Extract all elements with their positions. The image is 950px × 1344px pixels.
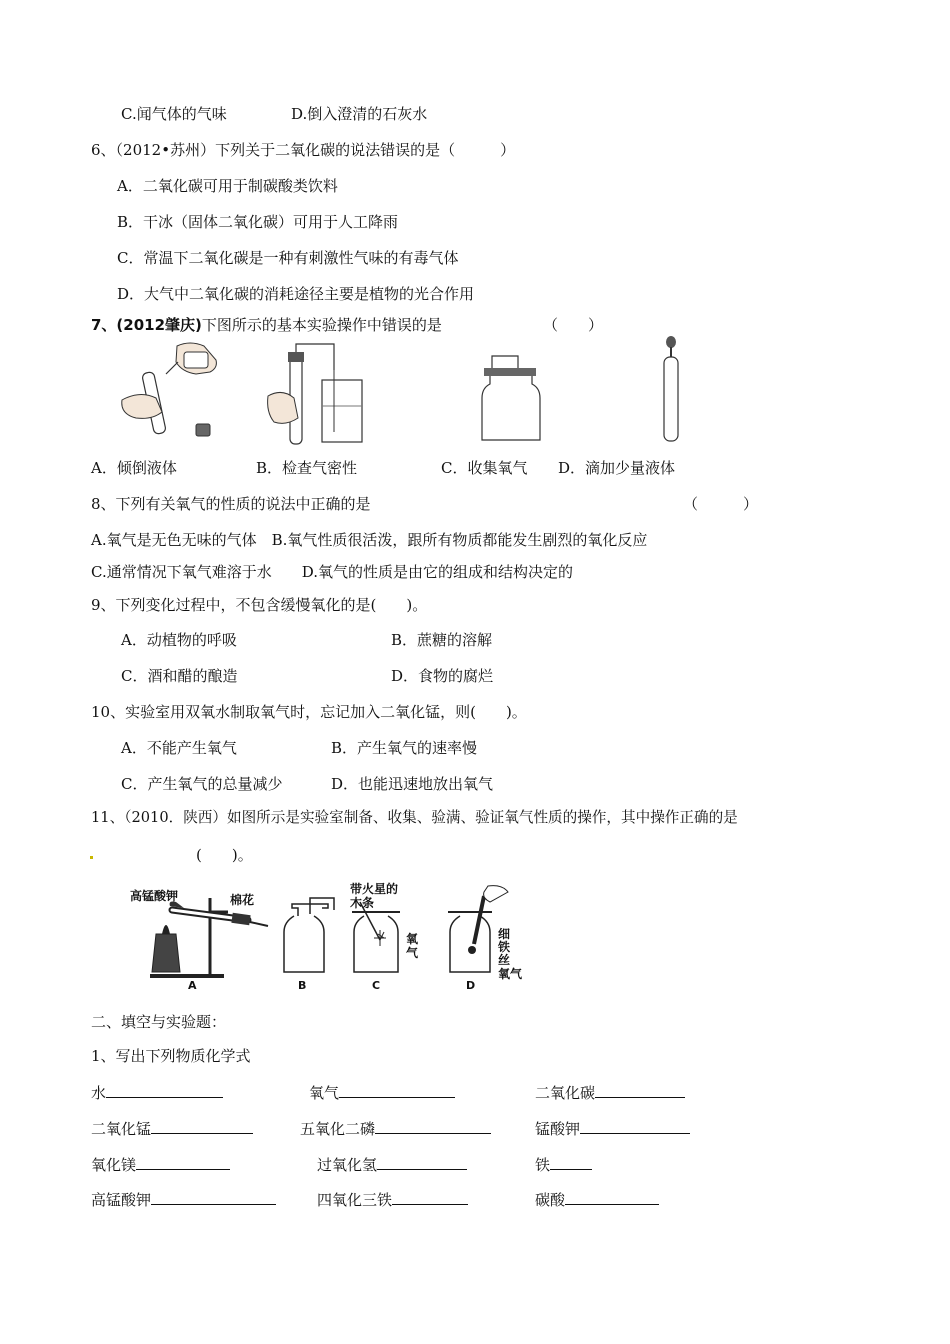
formula-item: 五氧化二磷 [300,1119,491,1139]
formula-item: 二氧化碳 [535,1083,685,1103]
formula-item: 氧气 [309,1083,455,1103]
q9-option-c: C．酒和醋的酿造 [121,667,238,685]
formula-item: 过氧化氢 [317,1155,467,1175]
label-d: D [466,979,476,992]
label-oxygen-c: 氧气 [406,932,419,960]
formula-item: 锰酸钾 [535,1119,690,1139]
figure-check-airtightness [264,340,374,450]
label-cotton: 棉花 [230,893,255,907]
label-a: A [188,979,197,992]
label-c: C [372,979,381,992]
q7-option-c: C．收集氧气 [441,459,528,477]
formula-item: 高锰酸钾 [91,1190,276,1210]
label-glowing-splint: 带火星的木条 [350,882,399,910]
q6-option-b: B．干冰（固体二氧化碳）可用于人工降雨 [117,213,399,231]
label-b: B [298,979,307,992]
q8-answer-paren: （ ） [683,495,759,513]
q8-options-line2: C.通常情况下氧气难溶于水 D.氧气的性质是由它的组成和结构决定的 [91,563,573,581]
q10-option-b: B．产生氧气的速率慢 [331,739,478,757]
q10-option-a: A．不能产生氧气 [121,739,237,757]
q9-option-d: D．食物的腐烂 [391,667,494,685]
q8-stem: 8、下列有关氧气的性质的说法中正确的是 [91,495,371,513]
figure-drop-liquid [656,335,686,445]
q10-stem: 10、实验室用双氧水制取氧气时，忘记加入二氧化锰，则( )。 [91,703,527,721]
formula-item: 氧化镁 [91,1155,230,1175]
q8-options-line1: A.氧气是无色无味的气体 B.氧气性质很活泼，跟所有物质都能发生剧烈的氧化反应 [91,531,648,549]
q9-option-b: B．蔗糖的溶解 [391,631,493,649]
formula-item: 铁 [535,1155,592,1175]
q7-option-a: A．倾倒液体 [91,459,177,477]
label-iron-wire: 细铁丝 [498,927,511,967]
label-oxygen-d: 氧气 [498,967,523,981]
figure-collect-oxygen [478,352,548,446]
stray-mark [90,856,93,859]
formula-item: 碳酸 [535,1190,659,1210]
q11-stem: 11、（2010．陕西）如图所示是实验室制备、收集、验满、验证氧气性质的操作，其中操作正确的是 [91,809,738,826]
q7-option-b: B．检查气密性 [256,459,358,477]
label-kmno4: 高锰酸钾 [130,889,179,903]
q7-stem [91,315,442,335]
q10-option-c: C．产生氧气的总量减少 [121,775,283,793]
q5-option-d: D.倒入澄清的石灰水 [291,105,428,123]
q6-option-a: A．二氧化碳可用于制碳酸类饮料 [117,177,338,195]
q9-stem: 9、下列变化过程中，不包含缓慢氧化的是( )。 [91,596,428,614]
section-title: 二、填空与实验题： [91,1013,227,1031]
fill-q1-stem: 1、写出下列物质化学式 [91,1047,251,1065]
q6-stem: 6、（2012•苏州）下列关于二氧化碳的说法错误的是（ ） [91,141,516,159]
q10-option-d: D．也能迅速地放出氧气 [331,775,494,793]
q11-answer-paren: ( )。 [196,846,253,864]
q9-option-a: A．动植物的呼吸 [121,631,237,649]
q7-question: 下图所示的基本实验操作中错误的是 [201,316,442,334]
formula-item: 水 [91,1083,223,1103]
q6-option-d: D．大气中二氧化碳的消耗途径主要是植物的光合作用 [117,285,475,303]
formula-item: 四氧化三铁 [317,1190,468,1210]
q7-source: 7、(2012肇庆) [91,316,202,334]
q5-option-c: C.闻气体的气味 [121,105,227,123]
q7-answer-paren: （ ） [543,316,604,334]
figure-pour-liquid [112,338,222,443]
formula-item: 二氧化锰 [91,1119,253,1139]
q7-option-d: D．滴加少量液体 [558,459,676,477]
figure-oxygen-experiments [128,880,538,990]
q6-option-c: C．常温下二氧化碳是一种有刺激性气味的有毒气体 [117,249,459,267]
